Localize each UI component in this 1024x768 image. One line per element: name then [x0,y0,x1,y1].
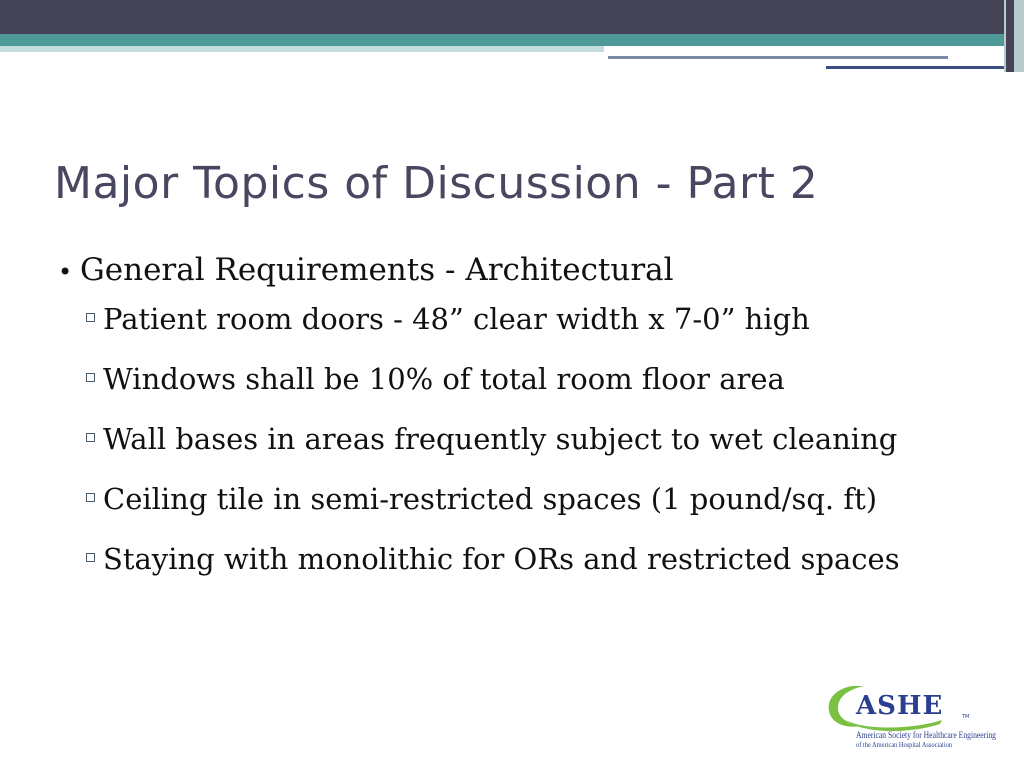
ashe-wordmark: ASHE [856,691,944,721]
sub-bullet [86,302,998,362]
ashe-tagline: American Society for Healthcare Engineering [856,730,997,740]
svg-text:TM: TM [962,714,970,720]
ashe-logo [822,680,998,752]
sub-bullet-list [58,302,998,602]
sub-bullet-text: Wall bases in areas frequently subject to wet cleaning [103,422,898,456]
header-band-dark [0,0,1024,34]
sub-bullet-text: Windows shall be 10% of total room floor area [103,362,785,396]
sub-bullet [86,542,998,602]
square-bullet-icon [86,373,95,382]
main-bullet-text: General Requirements - Architectural [80,252,674,288]
square-bullet-icon [86,493,95,502]
header-accent-line [826,66,1004,69]
ashe-subline: of the American Hospital Association [856,741,953,749]
sub-bullet-text: Staying with monolithic for ORs and restricted spaces [103,542,900,576]
slide-title: Major Topics of Discussion - Part 2 [54,158,819,209]
bullet-dot-icon: • [58,258,73,286]
sub-bullet-text: Ceiling tile in semi-restricted spaces (1 pound/sq. ft) [103,482,878,516]
square-bullet-icon [86,553,95,562]
square-bullet-icon [86,433,95,442]
header-right-bar-inner [1006,0,1014,72]
sub-bullet [86,362,998,422]
slide-body [58,252,998,602]
sub-bullet [86,482,998,542]
sub-bullet [86,422,998,482]
main-bullet [58,252,998,298]
header-band-teal [0,34,1024,46]
square-bullet-icon [86,313,95,322]
sub-bullet-text: Patient room doors - 48” clear width x 7-0” high [103,302,810,336]
header-accent-line [608,56,948,59]
